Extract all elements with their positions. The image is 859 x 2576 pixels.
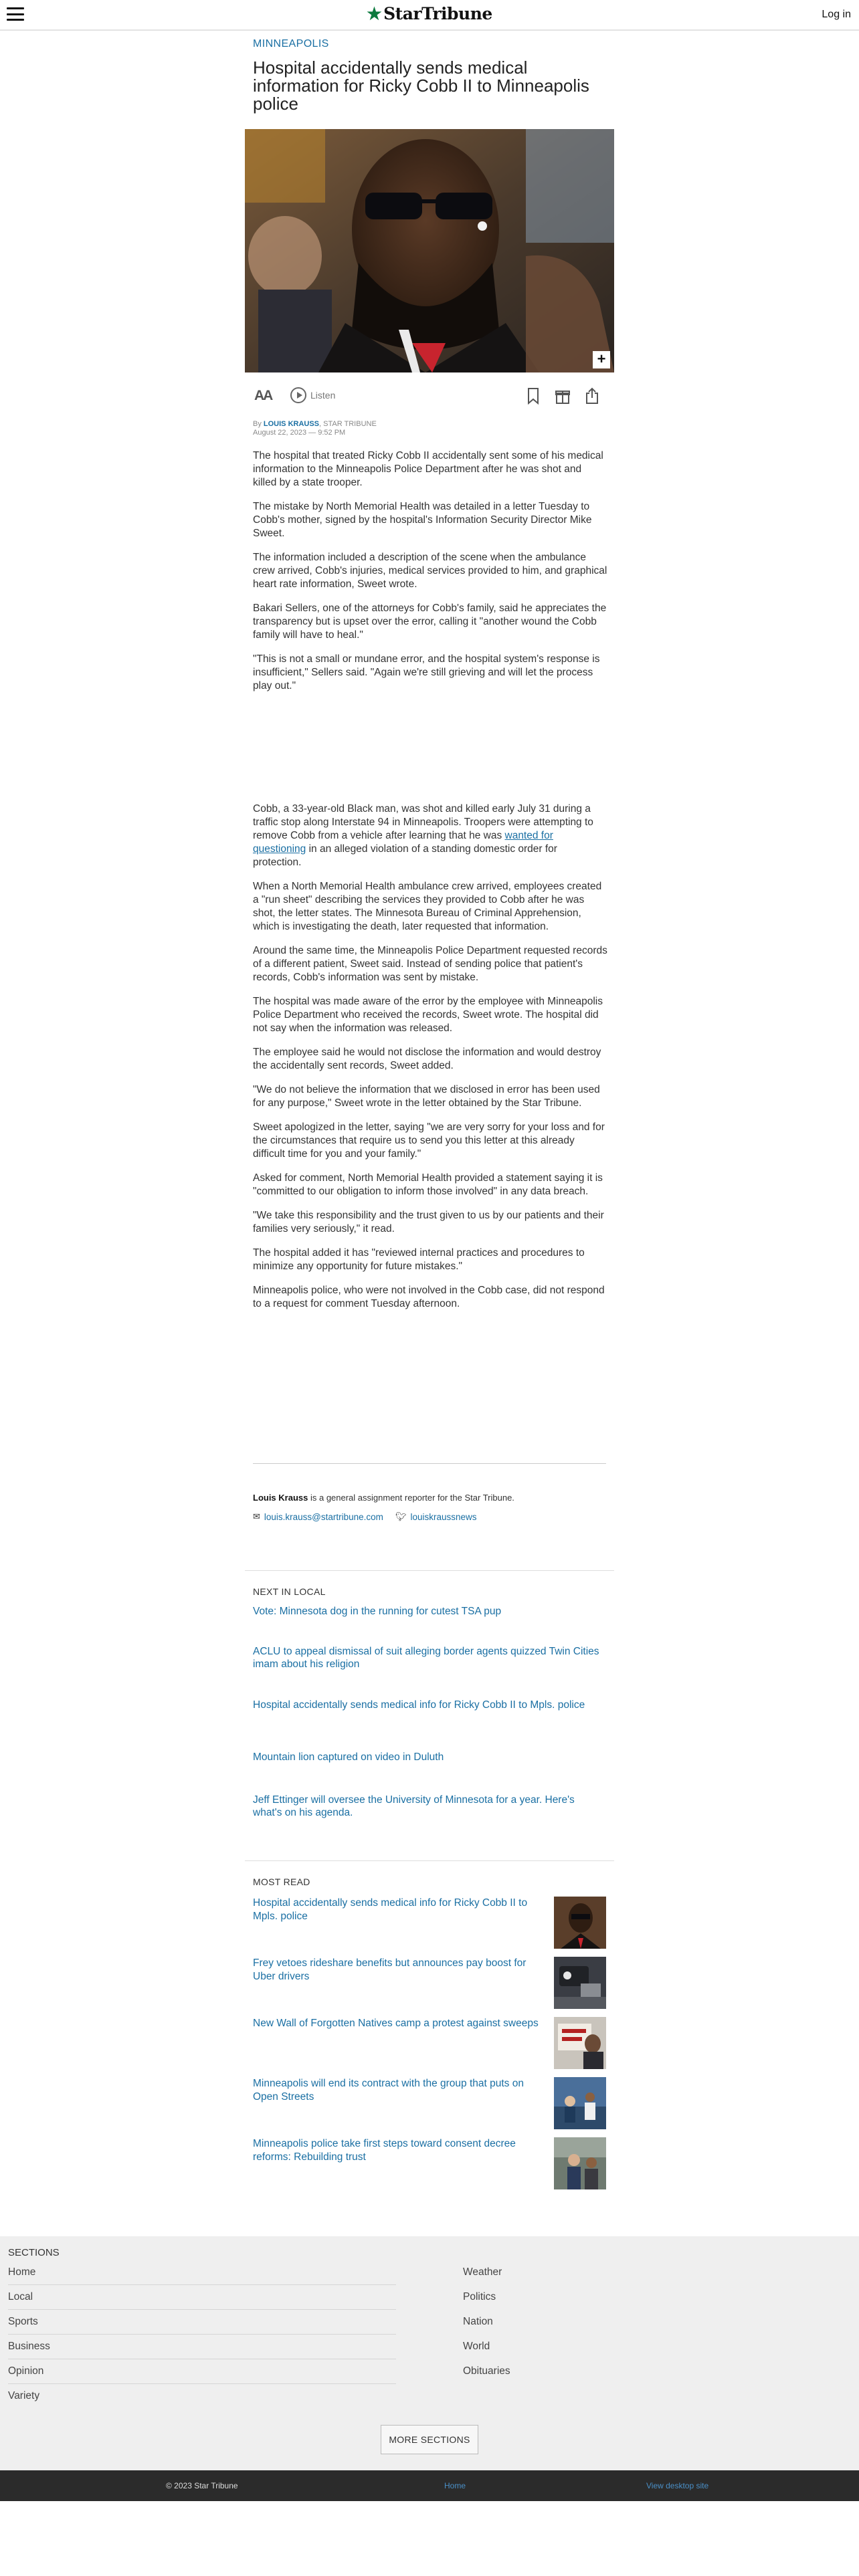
paragraph: "We take this responsibility and the trust given to us by our patients and their families very seriously," it read.: [253, 1210, 604, 1235]
play-icon: [290, 387, 306, 403]
wanted-for-questioning-link[interactable]: wanted for questioning: [253, 830, 553, 855]
most-read-item[interactable]: [253, 2077, 606, 2131]
article-headline: Hospital accidentally sends medical information for Ricky Cobb II to Minneapolis police: [253, 58, 589, 114]
brand-logo[interactable]: [0, 4, 859, 23]
paragraph: When a North Memorial Health ambulance crew arrived, employees created a "run sheet" describing the services they provided to Cobb after he was shot, the letter states. The Minnesota Bureau of Criminal Apprehension, which is investigating the death, later requested that information.: [253, 881, 602, 932]
footer-link-world[interactable]: World: [463, 2341, 490, 2352]
sections-heading: SECTIONS: [8, 2247, 60, 2258]
paragraph: "We do not believe the information that we disclosed in error has been used for any purpose," Sweet wrote in the letter obtained by the Star Tribune.: [253, 1084, 600, 1109]
paragraph-with-link: [253, 802, 607, 869]
next-in-local-item[interactable]: Hospital accidentally sends medical info for Ricky Cobb II to Mpls. police: [253, 1699, 585, 1711]
paragraph-text: Cobb, a 33-year-old Black man, was shot and killed early July 31 during a traffic stop along Interstate 94 in Minneapolis. Troopers were attempting to remove Cobb from a vehicle after learning that he was: [253, 803, 593, 841]
paragraph: Minneapolis police, who were not involved in the Cobb case, did not respond to a request for comment Tuesday afternoon.: [253, 1285, 605, 1309]
footer-sections: [0, 2236, 859, 2470]
paragraph: Bakari Sellers, one of the attorneys for Cobb's family, said he appreciates the transparency but is upset over the error, calling it "another wound the Cobb family will have to heal.": [253, 603, 607, 641]
view-desktop-site-link[interactable]: View desktop site: [646, 2481, 709, 2490]
most-read-title[interactable]: Minneapolis police take first steps toward consent decree reforms: Rebuilding trust: [253, 2138, 516, 2163]
bio-text: is a general assignment reporter for the Star Tribune.: [308, 1493, 514, 1503]
next-in-local-item[interactable]: Vote: Minnesota dog in the running for cutest TSA pup: [253, 1606, 502, 1617]
article-toolbar: [253, 387, 606, 407]
divider: [253, 1463, 606, 1464]
paragraph: The employee said he would not disclose the information and would destroy the accidentally sent records, Sweet added.: [253, 1047, 601, 1071]
twitter-icon: 🐦︎: [395, 1511, 407, 1521]
footer-home-link[interactable]: Home: [444, 2481, 466, 2490]
most-read-heading: MOST READ: [253, 1876, 310, 1887]
next-in-local-item[interactable]: ACLU to appeal dismissal of suit alleging border agents quizzed Twin Cities imam about his religion: [253, 1646, 599, 1670]
twitter-link[interactable]: [395, 1511, 477, 1522]
footer-link-home[interactable]: Home: [8, 2260, 396, 2285]
paragraph: "This is not a small or mundane error, and the hospital system's response is insufficient," Sellers said. "Again we're still grieving and will let the process play out.": [253, 653, 600, 691]
listen-label: Listen: [310, 390, 336, 401]
text-size-button[interactable]: AA: [254, 388, 272, 403]
divider: [245, 1570, 614, 1571]
footer-link-nation[interactable]: Nation: [463, 2316, 493, 2327]
more-sections-button[interactable]: MORE SECTIONS: [381, 2425, 478, 2454]
next-in-local-heading: NEXT IN LOCAL: [253, 1586, 326, 1597]
gift-icon[interactable]: [555, 387, 570, 405]
next-in-local-item[interactable]: Jeff Ettinger will oversee the University of Minnesota for a year. Here's what's on his agenda.: [253, 1794, 575, 1818]
most-read-thumbnail[interactable]: [554, 1897, 606, 1949]
share-icon[interactable]: [585, 387, 599, 405]
paragraph: The hospital added it has "reviewed internal practices and procedures to minimize any opportunity for future mistakes.": [253, 1247, 585, 1272]
envelope-icon: ✉: [253, 1511, 260, 1521]
paragraph: The hospital that treated Ricky Cobb II accidentally sent some of his medical information to the Minneapolis Police Department after he was shot and killed by a state trooper.: [253, 450, 603, 488]
byline-outlet: , STAR TRIBUNE: [319, 420, 377, 428]
email-address: louis.krauss@startribune.com: [264, 1511, 383, 1522]
most-read-title[interactable]: New Wall of Forgotten Natives camp a protest against sweeps: [253, 2018, 539, 2029]
footer-link-opinion[interactable]: Opinion: [8, 2359, 396, 2384]
footer-link-sports[interactable]: Sports: [8, 2310, 396, 2335]
paragraph: Sweet apologized in the letter, saying "we are very sorry for your loss and for the circumstances that require us to send you this letter at this already difficult time for you and your family.": [253, 1121, 605, 1160]
next-in-local-item[interactable]: Mountain lion captured on video in Duluth: [253, 1751, 444, 1763]
publish-date: August 22, 2023 — 9:52 PM: [253, 429, 346, 437]
author-bio: [253, 1493, 514, 1503]
most-read-title[interactable]: Minneapolis will end its contract with the group that puts on Open Streets: [253, 2078, 524, 2103]
footer-link-weather[interactable]: Weather: [463, 2266, 502, 2278]
star-icon: ★: [367, 4, 382, 23]
most-read-thumbnail[interactable]: [554, 1957, 606, 2009]
footer-link-variety[interactable]: Variety: [8, 2390, 40, 2401]
most-read-title[interactable]: Frey vetoes rideshare benefits but announces pay boost for Uber drivers: [253, 1957, 527, 1982]
author-link[interactable]: LOUIS KRAUSS: [263, 420, 320, 428]
hero-photo[interactable]: [245, 129, 614, 372]
twitter-handle: louiskraussnews: [410, 1511, 477, 1522]
bookmark-icon[interactable]: [526, 387, 541, 405]
copyright: © 2023 Star Tribune: [166, 2481, 238, 2490]
most-read-item[interactable]: [253, 1957, 606, 2010]
author-contact: [253, 1511, 477, 1522]
byline-prefix: By: [253, 420, 262, 428]
listen-button[interactable]: [290, 387, 335, 403]
section-label[interactable]: MINNEAPOLIS: [253, 38, 329, 49]
bio-name: Louis Krauss: [253, 1493, 308, 1503]
divider: [245, 1860, 614, 1861]
expand-icon[interactable]: +: [593, 351, 610, 368]
most-read-thumbnail[interactable]: [554, 2017, 606, 2069]
paragraph: Around the same time, the Minneapolis Police Department requested records of a different patient, Sweet said. Instead of sending police that patient's records, Cobb's information was sent by mistake.: [253, 945, 607, 983]
paragraph: Asked for comment, North Memorial Health provided a statement saying it is "committed to our obligation to inform those involved" in any data breach.: [253, 1172, 603, 1197]
brand-name: StarTribune: [383, 4, 492, 23]
footer-bar: [0, 2470, 859, 2501]
paragraph-text: in an alleged violation of a standing domestic order for protection.: [253, 843, 557, 868]
footer-link-business[interactable]: Business: [8, 2335, 396, 2359]
top-nav-bar: [0, 0, 859, 31]
paragraph: The information included a description of the scene when the ambulance crew arrived, Cobb's injuries, medical services provided to him, and graphical heart rate information, Sweet wrote.: [253, 552, 607, 590]
most-read-thumbnail[interactable]: [554, 2077, 606, 2129]
article-body-top: [253, 449, 607, 704]
most-read-item[interactable]: [253, 2017, 606, 2070]
footer-link-politics[interactable]: Politics: [463, 2291, 496, 2302]
most-read-title[interactable]: Hospital accidentally sends medical info for Ricky Cobb II to Mpls. police: [253, 1897, 528, 1922]
article-body-bottom: [253, 802, 607, 1321]
paragraph: The hospital was made aware of the error by the employee with Minneapolis Police Department who received the records, Sweet wrote. The hospital did not say when the information was released.: [253, 996, 603, 1034]
email-link[interactable]: [253, 1511, 383, 1522]
most-read-item[interactable]: [253, 1897, 606, 1950]
most-read-item[interactable]: [253, 2137, 606, 2191]
footer-link-local[interactable]: Local: [8, 2285, 396, 2310]
login-link[interactable]: Log in: [822, 9, 851, 20]
footer-link-obituaries[interactable]: Obituaries: [463, 2365, 510, 2377]
byline: [253, 420, 377, 437]
paragraph: The mistake by North Memorial Health was detailed in a letter Tuesday to Cobb's mother, signed by the hospital's Information Security Director Mike Sweet.: [253, 501, 592, 539]
most-read-thumbnail[interactable]: [554, 2137, 606, 2189]
